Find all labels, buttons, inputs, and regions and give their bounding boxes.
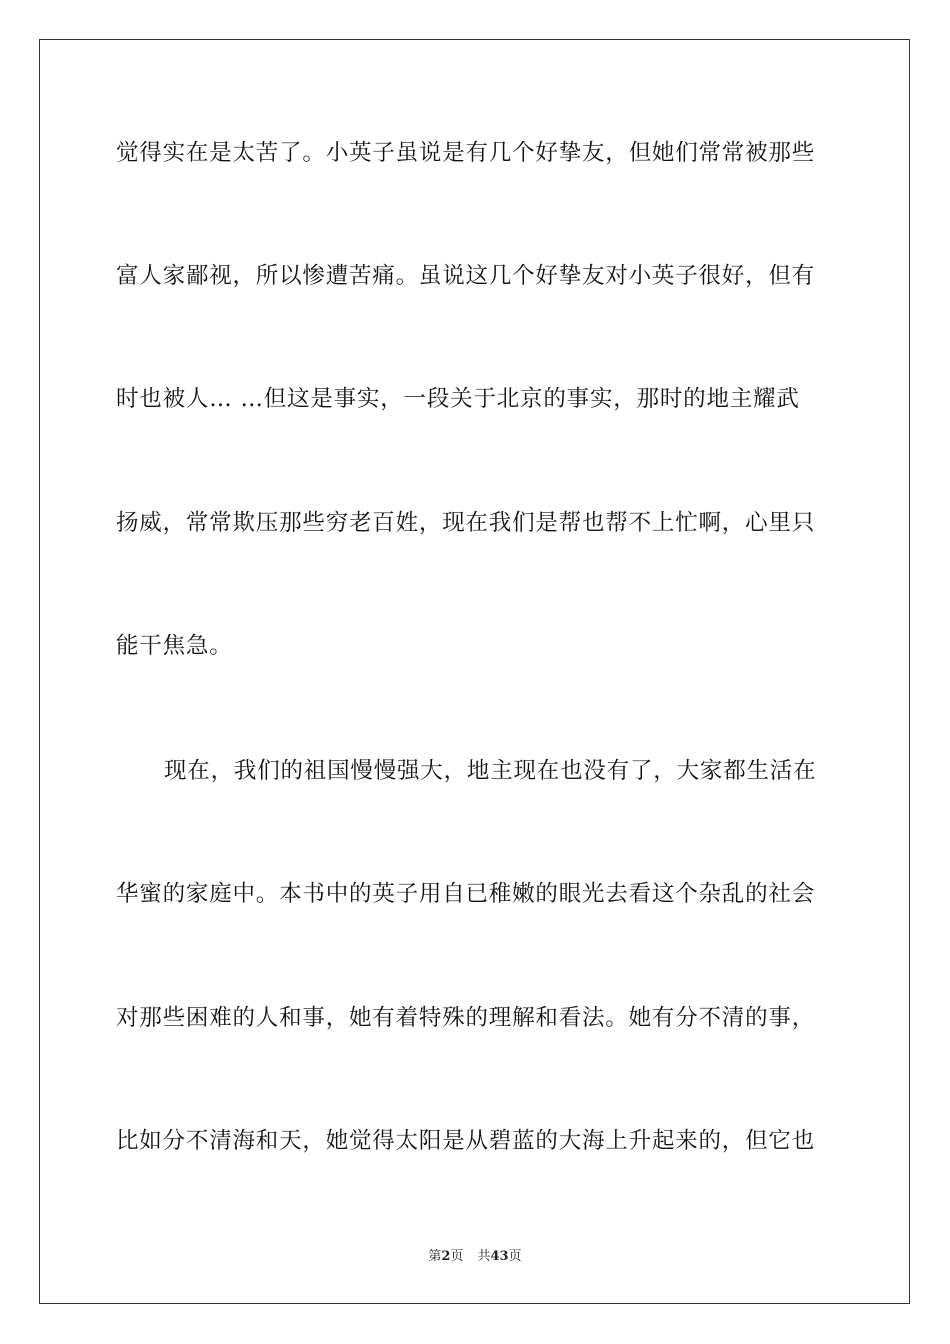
body-text-line-1: 觉得实在是太苦了。小英子虽说是有几个好挚友，但她们常常被那些: [116, 140, 816, 166]
total-page-count: 43: [490, 1249, 509, 1264]
paragraph-2-line-4: 比如分不清海和天，她觉得太阳是从碧蓝的大海上升起来的，但它也: [116, 1128, 816, 1154]
paragraph-2-line-2: 华蜜的家庭中。本书中的英子用自已稚嫩的眼光去看这个杂乱的社会: [116, 881, 816, 907]
total-label-prefix: 共: [477, 1249, 491, 1264]
page-border: [39, 39, 910, 1304]
page-footer: [0, 1248, 950, 1266]
page-label-suffix: 页: [450, 1249, 464, 1264]
body-text-line-2: 富人家鄙视，所以惨遭苦痛。虽说这几个好挚友对小英子很好，但有: [116, 263, 816, 289]
page-label-prefix: 第: [428, 1249, 442, 1264]
body-text-line-5: 能干焦急。: [116, 633, 233, 659]
body-text-line-3: 时也被人… …但这是事实，一段关于北京的事实，那时的地主耀武: [116, 386, 800, 412]
paragraph-2-line-1: 现在，我们的祖国慢慢强大，地主现在也没有了，大家都生活在: [164, 758, 817, 784]
paragraph-2-line-3: 对那些困难的人和事，她有着特殊的理解和看法。她有分不清的事，: [116, 1005, 816, 1031]
current-page-number: 2: [441, 1249, 451, 1264]
total-label-suffix: 页: [508, 1249, 522, 1264]
body-text-line-4: 扬威，常常欺压那些穷老百姓，现在我们是帮也帮不上忙啊，心里只: [116, 510, 816, 536]
